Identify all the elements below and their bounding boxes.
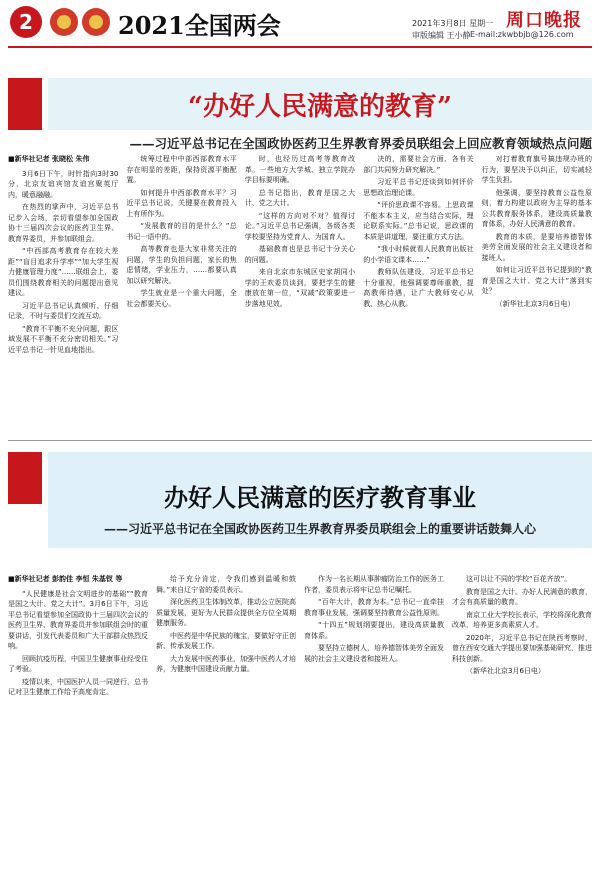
article-title: “办好人民满意的教育” — [188, 92, 452, 122]
column-1 — [8, 154, 118, 357]
paragraph: “百年大计，教育为本。”总书记一直牵挂教育事业发展，强调要坚持教育公益性原则。 — [304, 598, 444, 617]
paragraph: 基础教育也是总书记十分关心的问题。 — [244, 245, 356, 264]
paragraph: “中西部高考教育存在较大差距”“盲目追求升学率”“加大学生视力健康管理力度”……联组会上，委员们围绕教育相关的问题提出意见建议。 — [8, 247, 119, 297]
accent-bar — [8, 78, 42, 130]
paragraph: 时，也经历过高考等教育改革。一些地方大学城、独立学院办学目标要明确。 — [244, 155, 356, 184]
article-title: 办好人民满意的医疗教育事业 — [164, 483, 476, 512]
national-emblem-icon — [50, 8, 78, 36]
paragraph: “评价思政课不容易。上思政课不能本本主义，应当结合实际，理论联系实际。”总书记说，思政课的本质是讲道理，要注重方式方法。 — [363, 201, 474, 241]
cppcc-emblem-icon — [82, 8, 110, 36]
paragraph: 作为一名长期从事肿瘤防治工作的医务工作者，委员表示将牢记总书记嘱托。 — [304, 575, 444, 594]
paragraph: “十四五”规划纲要提出，建设高质量教育体系。 — [304, 621, 444, 640]
article-divider — [8, 440, 592, 441]
article-subtitle: ——习近平总书记在全国政协医药卫生界教育界委员联组会上的重要讲话鼓舞人心 — [103, 522, 536, 536]
article-body — [8, 154, 592, 357]
paragraph: 回顾抗疫历程，中国卫生健康事业经受住了考验。 — [8, 654, 148, 673]
dateline-end: （新华社北京3月6日电） — [495, 299, 575, 308]
paragraph: 大力发展中医药事业，加强中医药人才培养，为健康中国建设贡献力量。 — [156, 654, 296, 673]
paragraph: “我小时候就看人民教育出版社的小学语文课本……” — [363, 245, 474, 264]
column-1 — [8, 574, 148, 700]
article-education — [8, 78, 592, 438]
paragraph: 如何提升中西部教育水平？习近平总书记说，关键要在教育投入上有所作为。 — [126, 188, 237, 218]
article-healthcare — [8, 452, 592, 888]
editor-line: 审版编辑 王小静 — [412, 31, 471, 40]
paragraph: 习近平总书记认真倾听、仔细记录，不时与委员们交流互动。 — [8, 301, 119, 320]
column-4 — [452, 574, 592, 700]
paragraph: 他强调，要坚持教育公益性原则，着力构建以政府为主导的基本公共教育服务体系，建设高质量教育体系，办好人民满意的教育。 — [481, 188, 592, 228]
paragraph: 来自北京市东城区史家胡同小学的王欢委员谈到，要把学生的健康放在第一位，“双减”政策要进一步落地见效。 — [244, 268, 356, 308]
paragraph: 给予充分肯定，令我们感到温暖和鼓舞。”来自辽宁省的委员表示。 — [156, 575, 296, 594]
byline: ■新华社记者 张晓松 朱伟 — [8, 155, 90, 163]
page-number: 2 — [10, 6, 42, 38]
article-body — [8, 574, 592, 700]
paragraph: 要坚持立德树人，培养德智体美劳全面发展的社会主义建设者和接班人。 — [304, 644, 444, 663]
paragraph: “发展教育的目的是什么？”总书记一语中的。 — [126, 222, 237, 241]
column-2 — [156, 574, 296, 700]
masthead — [0, 0, 600, 78]
paragraph: 教师队伍建设，习近平总书记十分重视，他强调要尊师重教，提高教师待遇，让广大教师安心从教、热心从教。 — [363, 268, 474, 308]
email-address[interactable]: E-mail:zkwbbjb@126.com — [470, 30, 574, 39]
paragraph: 这可以让不同的学校“百花齐放”。 — [466, 575, 572, 583]
paragraph: 对打着教育旗号搞违规办班的行为，要坚决予以纠正，切实减轻学生负担。 — [481, 155, 592, 184]
section-title: 2021全国两会 — [118, 11, 281, 40]
header-rule — [8, 46, 592, 48]
column-5 — [482, 154, 592, 357]
dateline: 2021年3月8日 星期一 — [412, 19, 494, 28]
paragraph: 统筹过程中中部西部教育水平存在明显的差距，保持资源平衡配置。 — [126, 155, 237, 184]
column-4 — [363, 154, 473, 357]
paragraph: 教育的本质，是要培养德智体美劳全面发展的社会主义建设者和接班人。 — [481, 232, 592, 262]
paragraph: 习近平总书记还谈到如何评价思想政治理论课。 — [363, 178, 474, 197]
paragraph: 中医药是中华民族的瑰宝，要做好守正创新、传承发展工作。 — [156, 631, 296, 650]
paragraph: 总书记指出，教育是国之大计、党之大计。 — [244, 188, 356, 207]
column-3 — [304, 574, 444, 700]
paragraph: 疫情以来，中国医护人员一同逆行，总书记对卫生健康工作给予高度肯定。 — [8, 677, 148, 696]
dateline-end: （新华社北京3月6日电） — [466, 667, 545, 675]
accent-bar — [8, 452, 42, 504]
paragraph: 学生就业是一个重大问题，全社会都要关心。 — [126, 289, 237, 308]
byline: ■新华社记者 彭韵佳 李恒 朱基钗 等 — [8, 575, 123, 583]
column-3 — [245, 154, 355, 357]
paragraph: 南京工业大学校长表示，学校将深化教育改革，培养更多高素质人才。 — [452, 610, 592, 629]
paragraph: 教育是国之大计。办好人民满意的教育，才会有高质量的教育。 — [452, 587, 592, 606]
paragraph: 深化医药卫生体制改革，推动公立医院高质量发展，更好为人民群众提供全方位全周期健康服务。 — [156, 598, 296, 627]
paragraph: 高等教育也是大家非常关注的问题，学生的负担问题，家长的焦虑情绪，学业压力，……都要认真加以研究解决。 — [126, 245, 237, 285]
paragraph: “这样的方向对不对？值得讨论。”习近平总书记强调，各级各类学校要坚持为党育人、为国育人。 — [244, 211, 356, 241]
paragraph: 3月6日下午，时针指向3时30分，北京友谊宾馆友谊宫聚英厅内，暖意融融。 — [8, 169, 119, 199]
article-headline-box — [48, 452, 592, 548]
paragraph: 在热烈的掌声中，习近平总书记步入会场，亲切看望参加全国政协十三届四次会议的医药卫生界、教育界委员，并参加联组会。 — [8, 203, 119, 243]
paragraph: 2020年，习近平总书记在陕西考察时，曾在西安交通大学提出要加强基础研究，推进科技创新。 — [452, 633, 592, 663]
paragraph: 如何让习近平总书记提到的“教育是国之大计、党之大计”落到实处？ — [481, 266, 592, 295]
article-subtitle: ——习近平总书记在全国政协医药卫生界教育界委员联组会上回应教育领域热点问题 — [129, 136, 592, 151]
paragraph: “人民健康是社会文明进步的基础”“教育是国之大计、党之大计”。3月6日下午，习近平总书记看望参加全国政协十三届四次会议的医药卫生界、教育界委员并参加联组会时的重要讲话，引发代表委员和广大干部群众热烈反响。 — [8, 589, 148, 650]
column-2 — [126, 154, 236, 357]
paragraph: 决的，需要社会方面、各有关部门共同努力研究解决。” — [363, 155, 474, 174]
paragraph: “教育不平衡不充分问题，跟区域发展不平衡不充分密切相关。”习近平总书记一针见血地指出。 — [8, 324, 119, 354]
newspaper-logo: 周口晚报 — [506, 10, 582, 31]
article-headline-box — [48, 78, 592, 130]
